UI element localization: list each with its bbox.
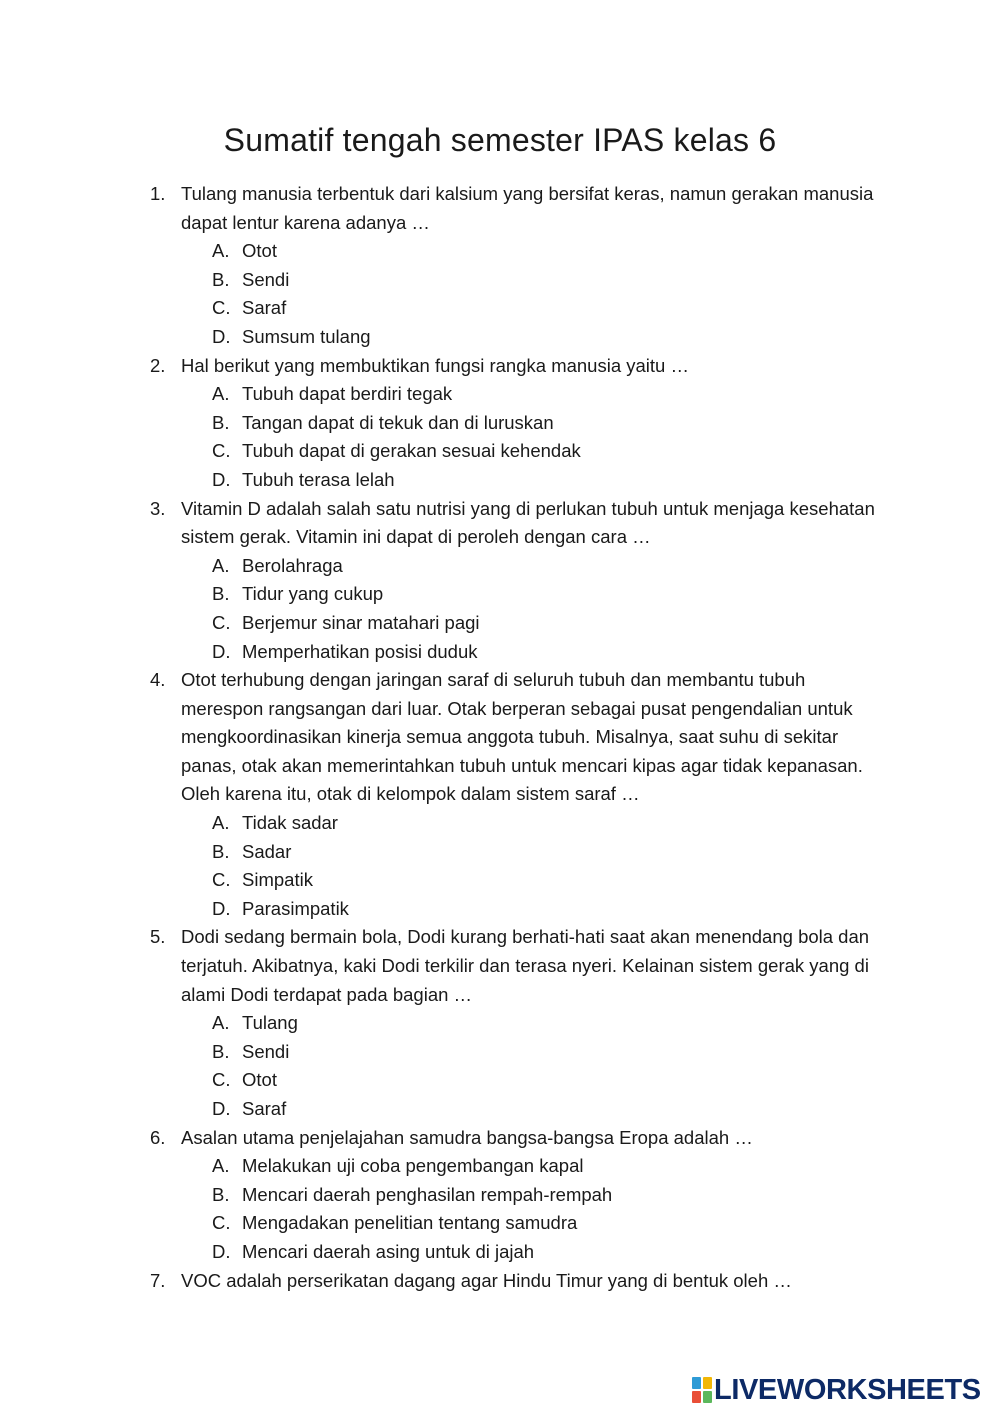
- option-letter: B.: [212, 1183, 230, 1205]
- question-1: [150, 180, 890, 352]
- option-c: [181, 1066, 890, 1095]
- question-number: 4.: [150, 669, 166, 691]
- liveworksheets-logo-icon: [692, 1377, 712, 1403]
- question-number: 3.: [150, 497, 166, 519]
- logo-block: [703, 1377, 712, 1389]
- liveworksheets-brand[interactable]: [692, 1374, 981, 1406]
- option-d: [181, 895, 890, 924]
- question-7: [150, 1267, 890, 1296]
- question-4: [150, 666, 890, 923]
- option-letter: A.: [212, 1155, 230, 1177]
- option-text: Otot: [242, 240, 277, 262]
- option-b: [181, 580, 890, 609]
- option-a: [181, 380, 890, 409]
- option-letter: B.: [212, 583, 230, 605]
- option-c: [181, 437, 890, 466]
- option-text: Tidur yang cukup: [242, 583, 384, 605]
- question-text: Hal berikut yang membuktikan fungsi rangka manusia yaitu …: [181, 354, 689, 376]
- option-b: [181, 1181, 890, 1210]
- option-letter: C.: [212, 869, 231, 891]
- option-letter: D.: [212, 468, 231, 490]
- option-text: Mengadakan penelitian tentang samudra: [242, 1212, 578, 1234]
- option-text: Berjemur sinar matahari pagi: [242, 611, 480, 633]
- option-letter: D.: [212, 1098, 231, 1119]
- option-text: Saraf: [242, 297, 287, 319]
- option-text: Mencari daerah penghasilan rempah-rempah: [242, 1183, 613, 1205]
- page-title: Sumatif tengah semester IPAS kelas 6: [223, 122, 777, 158]
- option-a: [181, 1152, 890, 1181]
- question-5: [150, 923, 890, 1123]
- question-text: Vitamin D adalah salah satu nutrisi yang di perlukan tubuh untuk menjaga kesehatan sistem gerak. Vitamin ini dapat di peroleh dengan cara …: [181, 497, 875, 548]
- option-text: Tidak sadar: [242, 812, 338, 834]
- option-letter: C.: [212, 440, 231, 462]
- option-letter: C.: [212, 1212, 231, 1234]
- option-text: Parasimpatik: [242, 897, 349, 919]
- question-number: 7.: [150, 1269, 166, 1291]
- option-letter: D.: [212, 325, 231, 347]
- question-text: Tulang manusia terbentuk dari kalsium yang bersifat keras, namun gerakan manusia dapat lentur karena adanya …: [181, 183, 874, 233]
- option-letter: C.: [212, 1069, 231, 1091]
- question-3: [150, 495, 890, 667]
- option-d: [181, 1238, 890, 1267]
- option-letter: A.: [212, 1012, 230, 1034]
- question-2: [150, 352, 890, 495]
- option-text: Melakukan uji coba pengembangan kapal: [242, 1155, 584, 1177]
- option-a: [181, 552, 890, 581]
- option-letter: D.: [212, 640, 231, 662]
- option-d: [181, 323, 890, 352]
- option-text: Mencari daerah asing untuk di jajah: [242, 1240, 535, 1262]
- option-b: [181, 838, 890, 867]
- question-text: VOC adalah perserikatan dagang agar Hindu Timur yang di bentuk oleh …: [181, 1269, 792, 1291]
- option-text: Simpatik: [242, 869, 313, 891]
- option-text: Tubuh dapat di gerakan sesuai kehendak: [242, 440, 581, 462]
- option-letter: A.: [212, 240, 230, 262]
- option-b: [181, 409, 890, 438]
- question-list: [150, 180, 890, 1295]
- question-text: Asalan utama penjelajahan samudra bangsa-bangsa Eropa adalah …: [181, 1126, 753, 1148]
- option-a: [181, 237, 890, 266]
- option-text: Sadar: [242, 840, 292, 862]
- option-a: [181, 809, 890, 838]
- option-letter: D.: [212, 1240, 231, 1262]
- option-text: Otot: [242, 1069, 277, 1091]
- option-text: Memperhatikan posisi duduk: [242, 640, 478, 662]
- option-letter: B.: [212, 1040, 230, 1062]
- option-text: Tubuh terasa lelah: [242, 468, 395, 490]
- question-6: [150, 1124, 890, 1267]
- option-d: [181, 466, 890, 495]
- options-list: [181, 1152, 890, 1266]
- option-b: [181, 266, 890, 295]
- option-letter: B.: [212, 411, 230, 433]
- option-letter: D.: [212, 897, 231, 919]
- option-c: [181, 1209, 890, 1238]
- option-letter: A.: [212, 812, 230, 834]
- question-number: 2.: [150, 354, 166, 376]
- question-number: 6.: [150, 1126, 166, 1148]
- question-number: 1.: [150, 183, 166, 204]
- option-letter: B.: [212, 840, 230, 862]
- question-text: Dodi sedang bermain bola, Dodi kurang berhati-hati saat akan menendang bola dan terjatuh. Akibatnya, kaki Dodi terkilir dan terasa nyeri. Kelainan sistem gerak yang di alami Dodi terdapat pada bagian …: [181, 926, 870, 1005]
- option-letter: C.: [212, 297, 231, 319]
- option-c: [181, 294, 890, 323]
- question-text: Otot terhubung dengan jaringan saraf di seluruh tubuh dan membantu tubuh merespon rangsangan dari luar. Otak berperan sebagai pusat pengendalian untuk mengkoordinasikan kinerja semua anggota tubuh. Misalnya, saat suhu di sekitar panas, otak akan memerintahkan tubuh untuk mencari kipas agar tidak kepanasan. Oleh karena itu, otak di kelompok dalam sistem saraf …: [181, 669, 863, 805]
- option-text: Tulang: [242, 1012, 298, 1034]
- options-list: [181, 237, 890, 351]
- option-letter: A.: [212, 554, 230, 576]
- option-d: [181, 638, 890, 667]
- question-number: 5.: [150, 926, 166, 948]
- options-list: [181, 552, 890, 666]
- option-letter: A.: [212, 383, 230, 405]
- option-letter: B.: [212, 268, 230, 290]
- option-b: [181, 1038, 890, 1067]
- option-text: Berolahraga: [242, 554, 343, 576]
- option-text: Saraf: [242, 1098, 287, 1119]
- option-text: Sendi: [242, 268, 290, 290]
- option-a: [181, 1009, 890, 1038]
- logo-block: [692, 1377, 701, 1389]
- option-text: Tubuh dapat berdiri tegak: [242, 383, 453, 405]
- option-c: [181, 609, 890, 638]
- logo-block: [703, 1391, 712, 1403]
- option-letter: C.: [212, 611, 231, 633]
- options-list: [181, 380, 890, 494]
- option-c: [181, 866, 890, 895]
- option-text: Sumsum tulang: [242, 325, 371, 347]
- option-text: Sendi: [242, 1040, 290, 1062]
- logo-block: [692, 1391, 701, 1403]
- option-d: [181, 1095, 890, 1124]
- brand-text: LIVEWORKSHEETS: [714, 1373, 981, 1406]
- options-list: [181, 809, 890, 923]
- option-text: Tangan dapat di tekuk dan di luruskan: [242, 411, 554, 433]
- options-list: [181, 1009, 890, 1123]
